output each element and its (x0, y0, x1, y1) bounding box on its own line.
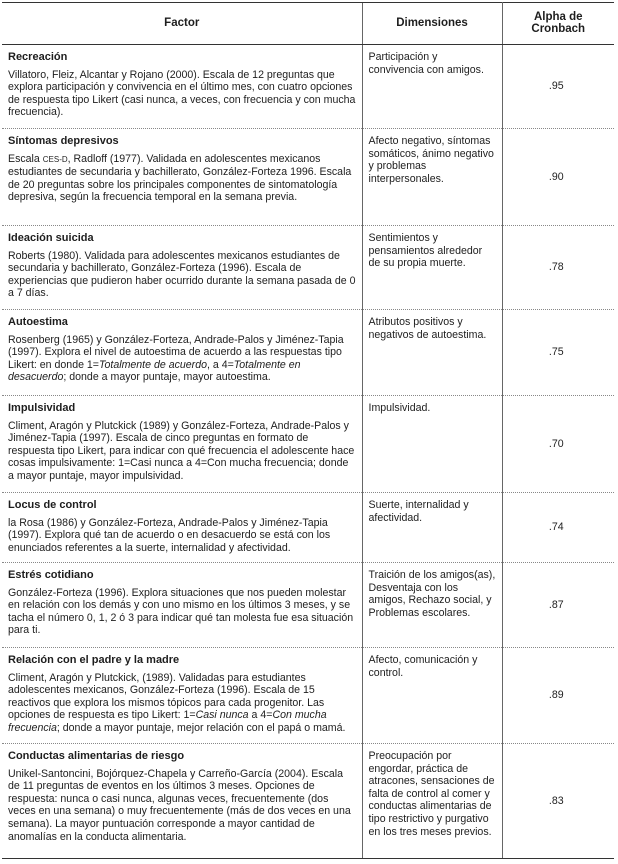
dimensions-cell: Impulsividad. (362, 396, 502, 493)
dimensions-cell: Suerte, internalidad y afectividad. (362, 493, 502, 563)
factor-description: Rosenberg (1965) y González-Forteza, Andrade-Palos y Jiménez-Tapia (1997). Explora el nivel de autoestima de acuerdo a las respuestas tipo Likert: en donde 1=Totalmente de acuerdo, a 4=Totalmente en desacuerdo; donde a mayor puntaje, mayor autoestima. (8, 333, 344, 384)
factor-description: Roberts (1980). Validada para adolescentes mexicanos estudiantes de secundaria y bachillerato, González-Forteza (1996). Escala de experiencias que pudieron haber ocurrido durante la semana pasada de 0 a 7 días. (8, 249, 356, 300)
dimensions-cell: Atributos positivos y negativos de autoestima. (362, 310, 502, 396)
factor-description: Villatoro, Fleiz, Alcantar y Rojano (2000). Escala de 12 preguntas que explora participación y convivencia en el último mes, con cuatro opciones de respuesta tipo Likert (casi nunca, a veces, con frecuencia y con mucha frecuencia). (8, 68, 356, 119)
factor-cell (2, 744, 362, 859)
alpha-value: .75 (502, 310, 614, 396)
factor-name: Conductas alimentarias de riesgo (8, 750, 185, 762)
factor-name: Síntomas depresivos (8, 135, 119, 147)
factor-cell (2, 396, 362, 493)
dimensions-cell: Afecto negativo, síntomas somáticos, ánimo negativo y problemas interpersonales. (362, 129, 502, 226)
factor-cell (2, 563, 362, 648)
table-row (2, 129, 614, 226)
table-row (2, 648, 614, 744)
factor-description: González-Forteza (1996). Explora situaciones que nos pueden molestar en relación con los demás y con uno mismo en los últimos 3 meses, y se tacha el número 0, 1, 2 ó 3 para indicar qué tan molesta fue esa situación para ti. (8, 586, 354, 637)
table-row (2, 744, 614, 859)
factor-name: Impulsividad (8, 402, 76, 414)
factor-description: Climent, Aragón y Plutckick (1989) y González-Forteza, Andrade-Palos y Jiménez-Tapia (1997). Escala de cinco preguntas en formato de respuesta tipo Likert, para indicar con qué frecuencia el adolescente hace cosas impulsivamente: 1=Casi nunca a 4=Con mucha frecuencia; donde a mayor puntaje, mayor impulsividad. (8, 419, 355, 482)
header-row (2, 3, 614, 45)
dimensions-cell: Participación y convivencia con amigos. (362, 45, 502, 129)
table-row (2, 310, 614, 396)
table-row (2, 493, 614, 563)
alpha-value: .70 (502, 396, 614, 493)
table-row (2, 563, 614, 648)
factor-name: Estrés cotidiano (8, 569, 94, 581)
factor-description: Unikel-Santoncini, Bojórquez-Chapela y Carreño-García (2004). Escala de 11 preguntas de eventos en los últimos 3 meses. Opciones de respuesta: nunca o casi nunca, algunas veces, frecuentemente (dos veces en una semana) o muy frecuentemente (más de dos veces en una semana). La mayor puntuación corresponde a mayor cantidad de anomalías en la conducta alimentaria. (8, 767, 351, 843)
scale-acronym: CES-D (42, 154, 68, 164)
alpha-value: .74 (502, 493, 614, 563)
dimensions-cell: Traición de los amigos(as), Desventaja con los amigos, Rechazo social, y Problemas escolares. (362, 563, 502, 648)
factor-name: Ideación suicida (8, 232, 94, 244)
factor-description: la Rosa (1986) y González-Forteza, Andrade-Palos y Jiménez-Tapia (1997). Explora qué tan de acuerdo o en desacuerdo se está con los enunciados referentes a la suerte, internalidad y afectividad. (8, 516, 331, 554)
factor-cell (2, 493, 362, 563)
header-dimensions: Dimensiones (362, 3, 502, 45)
alpha-value: .83 (502, 744, 614, 859)
alpha-value: .90 (502, 129, 614, 226)
factors-table (2, 2, 614, 859)
table-row (2, 396, 614, 493)
factor-cell (2, 310, 362, 396)
factor-description: Escala CES-D, Radloff (1977). Validada en adolescentes mexicanos estudiantes de secundaria y bachillerato, González-Forteza 1996. Escala de 20 preguntas sobre los principales componentes de sintomatología depresiva, según la frecuencia temporal en la semana previa. (8, 152, 352, 204)
factor-cell (2, 45, 362, 129)
table-row (2, 226, 614, 310)
factor-description: Climent, Aragón y Plutckick, (1989). Validadas para estudiantes adolescentes mexicanos, González-Forteza (1996). Escala de 15 reactivos que explora los mismos tópicos para cada progenitor. Las opciones de respuesta es tipo Likert: 1=Casi nunca a 4=Con mucha frecuencia; donde a mayor puntaje, mejor relación con el papá o mamá. (8, 671, 346, 734)
header-factor: Factor (2, 3, 362, 45)
factor-name: Autoestima (8, 316, 68, 328)
alpha-value: .78 (502, 226, 614, 310)
factor-cell (2, 129, 362, 226)
dimensions-cell: Sentimientos y pensamientos alrededor de su propia muerte. (362, 226, 502, 310)
dimensions-cell: Afecto, comunicación y control. (362, 648, 502, 744)
dimensions-cell: Preocupación por engordar, práctica de atracones, sensaciones de falta de control al comer y conductas alimentarias de tipo restrictivo y purgativo en los tres meses previos. (362, 744, 502, 859)
factor-cell (2, 648, 362, 744)
factor-name: Relación con el padre y la madre (8, 654, 180, 666)
factor-name: Locus de control (8, 499, 97, 511)
factor-cell (2, 226, 362, 310)
alpha-value: .95 (502, 45, 614, 129)
alpha-value: .89 (502, 648, 614, 744)
factor-name: Recreación (8, 51, 68, 63)
table-row (2, 45, 614, 129)
header-alpha: Alpha de Cronbach (502, 3, 614, 45)
alpha-value: .87 (502, 563, 614, 648)
